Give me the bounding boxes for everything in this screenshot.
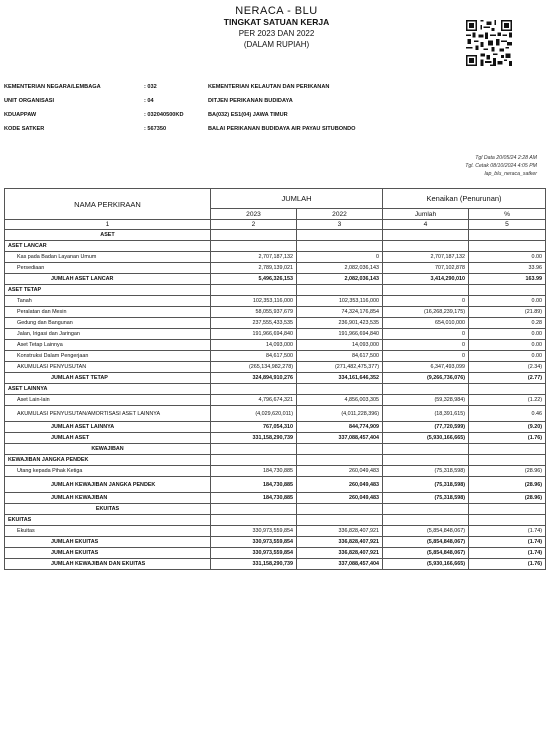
col-num-4: 4 (383, 220, 469, 230)
row-value-v2: 102,353,116,000 (297, 296, 383, 307)
col-jumlah: JUMLAH (211, 189, 383, 209)
row-value-v4: (2.77) (469, 373, 546, 384)
row-value-v1 (211, 384, 297, 395)
row-value-v1: 2,789,139,021 (211, 263, 297, 274)
meta-label: UNIT ORGANISASI (4, 98, 55, 104)
row-value-v4: 0.00 (469, 329, 546, 340)
col-kenaikan: Kenaikan (Penurunan) (383, 189, 546, 209)
row-value-v1: (265,134,982,278) (211, 362, 297, 373)
row-value-v4: (2.34) (469, 362, 546, 373)
row-value-v3 (383, 455, 469, 466)
row-value-v4 (469, 515, 546, 526)
meta-value: BA(032) ES1(04) JAWA TIMUR (208, 112, 288, 118)
row-value-v3: (16,268,239,175) (383, 307, 469, 318)
row-value-v3: (18,391,615) (383, 406, 469, 422)
row-value-v1 (211, 230, 297, 241)
table-row (5, 504, 546, 515)
row-value-v1: 184,730,885 (211, 466, 297, 477)
row-value-v2: 2,082,036,143 (297, 274, 383, 285)
row-value-v1: 767,054,310 (211, 422, 297, 433)
row-value-v1: 58,055,937,679 (211, 307, 297, 318)
row-value-v3: 0 (383, 296, 469, 307)
row-value-v3: 707,102,878 (383, 263, 469, 274)
row-value-v3: 654,010,000 (383, 318, 469, 329)
row-value-v2: 2,082,036,143 (297, 263, 383, 274)
row-value-v2: 0 (297, 252, 383, 263)
row-value-v2: 260,049,483 (297, 466, 383, 477)
row-value-v2: (4,011,228,396) (297, 406, 383, 422)
table-row (5, 263, 546, 274)
row-value-v4: (28.96) (469, 477, 546, 493)
row-value-v2 (297, 285, 383, 296)
table-row (5, 274, 546, 285)
row-value-v4 (469, 504, 546, 515)
row-value-v2: 4,856,003,305 (297, 395, 383, 406)
table-row (5, 559, 546, 570)
table-row (5, 466, 546, 477)
row-label: Peralatan dan Mesin (5, 307, 211, 318)
row-value-v3: (5,854,848,067) (383, 548, 469, 559)
row-value-v3 (383, 230, 469, 241)
table-row (5, 241, 546, 252)
row-label: AKUMULASI PENYUSUTAN/AMORTISASI ASET LAINNYA (5, 406, 211, 422)
row-label: JUMLAH ASET (5, 433, 211, 444)
table-row (5, 444, 546, 455)
row-value-v4: (1.74) (469, 537, 546, 548)
row-value-v1: 2,707,187,132 (211, 252, 297, 263)
row-label: JUMLAH ASET LAINNYA (5, 422, 211, 433)
row-label: JUMLAH ASET LANCAR (5, 274, 211, 285)
row-value-v3: 0 (383, 340, 469, 351)
table-row (5, 515, 546, 526)
col-jumlah-diff: Jumlah (383, 209, 469, 220)
table-row (5, 340, 546, 351)
table-row (5, 493, 546, 504)
row-label: Aset Tetap Lainnya (5, 340, 211, 351)
row-value-v2: 260,049,483 (297, 493, 383, 504)
row-label: Gedung dan Bangunan (5, 318, 211, 329)
row-value-v2: 336,828,407,921 (297, 537, 383, 548)
row-value-v2: 337,088,457,404 (297, 433, 383, 444)
report-unit: (DALAM RUPIAH) (243, 40, 310, 49)
row-value-v4: (1.22) (469, 395, 546, 406)
row-label: ASET TETAP (5, 285, 211, 296)
meta-label: KODE SATKER (4, 126, 45, 132)
table-row (5, 296, 546, 307)
table-row (5, 526, 546, 537)
row-value-v4: 0.00 (469, 296, 546, 307)
row-value-v4: (1.76) (469, 559, 546, 570)
row-value-v1: 331,158,290,739 (211, 433, 297, 444)
row-value-v2 (297, 384, 383, 395)
row-value-v1: 84,617,500 (211, 351, 297, 362)
row-value-v4: (21.89) (469, 307, 546, 318)
row-value-v3: (5,854,848,067) (383, 537, 469, 548)
row-value-v2: 334,161,646,352 (297, 373, 383, 384)
row-value-v1: 330,973,559,854 (211, 548, 297, 559)
row-value-v4: 0.28 (469, 318, 546, 329)
row-label: JUMLAH KEWAJIBAN (5, 493, 211, 504)
table-row (5, 329, 546, 340)
row-value-v3 (383, 241, 469, 252)
row-value-v4: (28.96) (469, 493, 546, 504)
tgl-data: Tgl Data 20/05/24 2:28 AM (475, 155, 537, 161)
row-label: Konstruksi Dalam Pengerjaan (5, 351, 211, 362)
row-value-v4: 33.96 (469, 263, 546, 274)
row-value-v1: 184,730,885 (211, 493, 297, 504)
row-value-v2: 14,093,000 (297, 340, 383, 351)
row-value-v1 (211, 455, 297, 466)
row-value-v1: 14,093,000 (211, 340, 297, 351)
row-value-v1: 184,730,885 (211, 477, 297, 493)
row-value-v4: 0.46 (469, 406, 546, 422)
table-row (5, 455, 546, 466)
print-info (465, 154, 537, 178)
row-value-v4: (9.20) (469, 422, 546, 433)
row-value-v3: (5,930,166,665) (383, 433, 469, 444)
row-value-v2: 336,828,407,921 (297, 548, 383, 559)
row-label: Kas pada Badan Layanan Umum (5, 252, 211, 263)
meta-value: BALAI PERIKANAN BUDIDAYA AIR PAYAU SITUBONDO (208, 126, 356, 132)
row-value-v3: (75,318,598) (383, 493, 469, 504)
row-value-v2: 191,966,694,840 (297, 329, 383, 340)
row-value-v4: (1.74) (469, 526, 546, 537)
row-value-v4 (469, 230, 546, 241)
col-year-2022: 2022 (297, 209, 383, 220)
col-percent: % (469, 209, 546, 220)
row-value-v2 (297, 504, 383, 515)
row-value-v2 (297, 241, 383, 252)
row-value-v1: 331,158,290,739 (211, 559, 297, 570)
report-subtitle: TINGKAT SATUAN KERJA (223, 17, 330, 27)
row-label: JUMLAH KEWAJIBAN JANGKA PENDEK (5, 477, 211, 493)
row-label: ASET LANCAR (5, 241, 211, 252)
row-value-v4: 163.99 (469, 274, 546, 285)
table-row (5, 548, 546, 559)
row-value-v2: 260,049,483 (297, 477, 383, 493)
row-label: Jalan, Irigasi dan Jaringan (5, 329, 211, 340)
col-year-2023: 2023 (211, 209, 297, 220)
meta-label: KDUAPPAW (4, 112, 37, 118)
meta-code: : 032 (144, 84, 157, 90)
row-value-v1: 191,966,694,840 (211, 329, 297, 340)
row-label: Persediaan (5, 263, 211, 274)
table-row (5, 395, 546, 406)
row-value-v4: (28.96) (469, 466, 546, 477)
row-label: Aset Lain-lain (5, 395, 211, 406)
row-value-v4: 0.00 (469, 351, 546, 362)
row-value-v1 (211, 285, 297, 296)
row-value-v4: (1.74) (469, 548, 546, 559)
row-value-v3: (9,266,736,076) (383, 373, 469, 384)
row-value-v3 (383, 444, 469, 455)
table-body (5, 230, 546, 570)
row-value-v2: 337,088,457,404 (297, 559, 383, 570)
meta-value: KEMENTERIAN KELAUTAN DAN PERIKANAN (208, 84, 330, 90)
row-value-v3: 6,347,493,099 (383, 362, 469, 373)
row-value-v3: 0 (383, 351, 469, 362)
row-value-v1: 4,796,674,321 (211, 395, 297, 406)
row-label: Tanah (5, 296, 211, 307)
col-nama-perkiraan: NAMA PERKIRAAN (5, 189, 211, 220)
col-num-3: 3 (297, 220, 383, 230)
row-value-v3: (75,318,598) (383, 477, 469, 493)
row-value-v2 (297, 230, 383, 241)
qr-code-icon (466, 20, 512, 66)
row-value-v1: 5,496,326,153 (211, 274, 297, 285)
table-row (5, 230, 546, 241)
balance-sheet-table (4, 188, 546, 570)
table-row (5, 406, 546, 422)
row-value-v1 (211, 444, 297, 455)
row-value-v4: 0.00 (469, 252, 546, 263)
row-label: EKUITAS (5, 504, 211, 515)
row-value-v4 (469, 384, 546, 395)
tgl-cetak: Tgl. Cetak 08/10/2024 4:05 PM (465, 163, 537, 169)
row-value-v3 (383, 384, 469, 395)
row-value-v2: 74,324,176,854 (297, 307, 383, 318)
row-value-v3: (5,854,848,067) (383, 526, 469, 537)
row-value-v1: 330,973,559,854 (211, 526, 297, 537)
row-value-v2: 336,828,407,921 (297, 526, 383, 537)
row-value-v3 (383, 504, 469, 515)
row-value-v3: (5,930,166,665) (383, 559, 469, 570)
row-value-v2: 236,901,423,535 (297, 318, 383, 329)
row-value-v1: (4,029,620,011) (211, 406, 297, 422)
table-row (5, 351, 546, 362)
col-num-1: 1 (5, 220, 211, 230)
row-value-v4 (469, 241, 546, 252)
meta-code: : 032040500KD (144, 112, 184, 118)
table-row (5, 307, 546, 318)
meta-value: DITJEN PERIKANAN BUDIDAYA (208, 98, 293, 104)
meta-code: : 04 (144, 98, 154, 104)
row-value-v1: 324,894,910,276 (211, 373, 297, 384)
col-num-2: 2 (211, 220, 297, 230)
row-label: EKUITAS (5, 515, 211, 526)
row-value-v2: 844,774,909 (297, 422, 383, 433)
row-label: JUMLAH EKUITAS (5, 537, 211, 548)
report-id: lap_blu_neraca_satker (484, 171, 537, 177)
row-label: ASET (5, 230, 211, 241)
row-value-v4: 0.00 (469, 340, 546, 351)
row-label: JUMLAH EKUITAS (5, 548, 211, 559)
row-label: Utang kepada Pihak Ketiga (5, 466, 211, 477)
meta-label: KEMENTERIAN NEGARA/LEMBAGA (4, 84, 101, 90)
table-row (5, 537, 546, 548)
row-value-v3: 2,707,187,132 (383, 252, 469, 263)
table-row (5, 318, 546, 329)
row-value-v3: (59,328,984) (383, 395, 469, 406)
row-value-v3 (383, 515, 469, 526)
table-row (5, 373, 546, 384)
table-header-row (5, 189, 546, 209)
col-num-5: 5 (469, 220, 546, 230)
row-label: Ekuitas (5, 526, 211, 537)
row-value-v4 (469, 444, 546, 455)
row-label: AKUMULASI PENYUSUTAN (5, 362, 211, 373)
row-value-v3: 3,414,290,010 (383, 274, 469, 285)
table-row (5, 362, 546, 373)
table-row (5, 477, 546, 493)
table-row (5, 422, 546, 433)
row-value-v2 (297, 444, 383, 455)
report-period: PER 2023 DAN 2022 (238, 29, 315, 38)
row-value-v3 (383, 285, 469, 296)
table-row (5, 433, 546, 444)
row-label: KEWAJIBAN (5, 444, 211, 455)
table-row (5, 384, 546, 395)
row-value-v1: 102,353,116,000 (211, 296, 297, 307)
row-value-v2: (271,482,475,377) (297, 362, 383, 373)
row-label: KEWAJIBAN JANGKA PENDEK (5, 455, 211, 466)
row-value-v3: (75,318,598) (383, 466, 469, 477)
row-value-v4: (1.76) (469, 433, 546, 444)
row-value-v1 (211, 515, 297, 526)
row-value-v1: 237,555,433,535 (211, 318, 297, 329)
row-value-v2 (297, 455, 383, 466)
row-value-v1 (211, 241, 297, 252)
meta-code: : 567350 (144, 126, 167, 132)
row-value-v3: (77,720,599) (383, 422, 469, 433)
row-value-v3: 0 (383, 329, 469, 340)
table-row (5, 285, 546, 296)
row-value-v2: 84,617,500 (297, 351, 383, 362)
table-number-row (5, 220, 546, 230)
row-value-v4 (469, 455, 546, 466)
row-label: JUMLAH ASET TETAP (5, 373, 211, 384)
row-label: ASET LAINNYA (5, 384, 211, 395)
row-value-v1: 330,973,559,854 (211, 537, 297, 548)
row-value-v2 (297, 515, 383, 526)
report-title: NERACA - BLU (235, 5, 318, 17)
table-row (5, 252, 546, 263)
row-value-v4 (469, 285, 546, 296)
row-value-v1 (211, 504, 297, 515)
row-label: JUMLAH KEWAJIBAN DAN EKUITAS (5, 559, 211, 570)
